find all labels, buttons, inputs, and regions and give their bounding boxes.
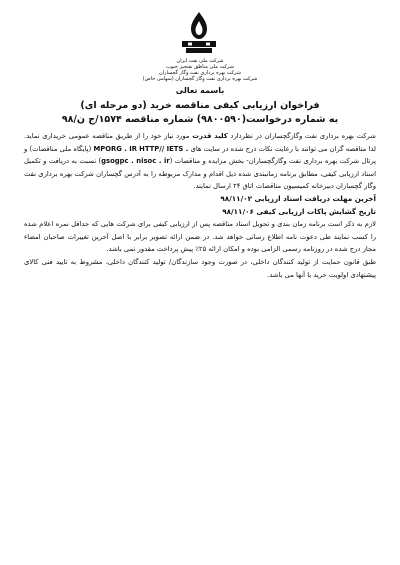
nioc-logo-icon: [176, 10, 222, 56]
item-name: کلید قدرت: [192, 132, 228, 140]
tender-number: به شماره درخواست(۹۸۰۰۵۹۰) شماره مناقصه ۱۵۷۴/ج ن/۹۸: [61, 114, 339, 125]
paragraph-domestic-support: طبق قانون حمایت از تولید کنندگان داخلی، در صورت وجود سازندگان/ تولید کنندگان داخلی، مشروط به تایید فنی کالای پیشنهادی اولویت خرید با آنها می باشد.: [24, 257, 376, 279]
announcement-body: [24, 130, 376, 281]
website-iets: HTTP// IETS .: [139, 144, 189, 153]
org-name-line-3: شرکت بهره برداری نفت وگاز گچساران: [159, 70, 241, 76]
opening-date: تاریخ گشایش پاکات ارزیابی کیفی ۹۸/۱۱/۰۶: [222, 206, 376, 216]
org-name-line-1: شرکت ملی نفت ایران: [176, 58, 224, 64]
intro-text-d: (پایگاه ملی مناقصات) و پرتال شرکت بهره برداری نفت وگازگچساران- بخش مزایده و مناقصات (: [24, 144, 376, 166]
intro-text-e: ) نسبت به دریافت و تکمیل اسناد ارزیابی کیفی، مطابق برنامه زمانبندی شده ذیل اقدام و مدارک مربوطه را به آدرس گچساران شرکت بهره برداری نفت وگاز گچساران دبیرخانه کمیسیون مناقصات اتاق ۲۴ ارسال نمایند.: [24, 157, 376, 191]
tender-title: فراخوان ارزیابی کیفی مناقصه خرید (دو مرحله ای): [80, 100, 320, 111]
intro-text-b: مورد نیاز خود را از طریق مناقصه عمومی خریداری نماید. لذا مناقصه گران می توانند با رعایت نکات درج شده در سایت های: [24, 132, 376, 153]
paragraph-intro: [24, 130, 376, 193]
website-mporg: MPORG . IR: [93, 144, 137, 153]
documents-deadline: آخرین مهلت دریافت اسناد ارزیابی ۹۸/۱۱/۰۲: [220, 193, 376, 203]
paragraph-schedule-note: لازم به ذکر است برنامه زمان بندی و تحویل اسناد مناقصه پس از ارزیابی کیفی برای شرکت هایی که حداقل نمره اعلام شده را کسب نمایند طی دعوت نامه اطلاع رسانی خواهد شد. در ضمن ارائه تصویر برابر با اصل آخرین تغییرات صاحبان امضاء مجاز درج شده در روزنامه رسمی الزامی بوده و امکان ارائه ۲۵٪ پیش پرداخت مقدور نمی باشد.: [24, 220, 376, 254]
org-name-line-2: شرکت ملی مناطق نفتخیز جنوب: [166, 64, 234, 70]
intro-text-a: شرکت بهره برداری نفت وگازگچساران در نظردارد: [227, 132, 376, 140]
org-name-line-4: شرکت بهره برداری نفت وگاز گچساران (سهامی خاص): [142, 76, 258, 82]
website-gsogpc: gsogpc . nisoc . ir: [101, 157, 170, 166]
basmala-heading: باسمه تعالی: [175, 86, 225, 95]
